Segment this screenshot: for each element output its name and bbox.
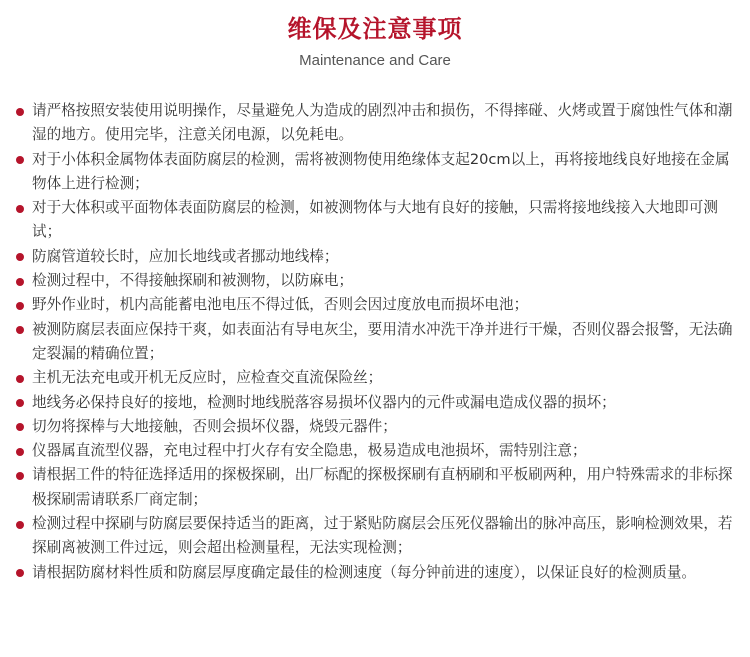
list-item — [14, 391, 736, 415]
list-item-text: 对于大体积或平面物体表面防腐层的检测，如被测物体与大地有良好的接触，只需将接地线接入大地即可测试； — [32, 199, 718, 241]
bullet-dot-icon — [16, 302, 24, 310]
list-item — [14, 196, 736, 245]
bullet-dot-icon — [16, 326, 24, 334]
list-item — [14, 99, 736, 148]
bullet-dot-icon — [16, 205, 24, 213]
list-item-text: 地线务必保持良好的接地，检测时地线脱落容易损坏仪器内的元件或漏电造成仪器的损坏； — [32, 393, 616, 411]
bullet-dot-icon — [16, 423, 24, 431]
list-item — [14, 463, 736, 512]
list-item — [14, 293, 736, 317]
list-item-text: 请根据工件的特征选择适用的探极探刷，出厂标配的探极探刷有直柄刷和平板刷两种，用户特殊需求的非标探极探刷需请联系厂商定制； — [32, 466, 733, 508]
bullet-dot-icon — [16, 569, 24, 577]
bullet-dot-icon — [16, 472, 24, 480]
care-instructions-list — [14, 99, 736, 585]
list-item — [14, 269, 736, 293]
list-item — [14, 148, 736, 197]
list-item-text: 请严格按照安装使用说明操作，尽量避免人为造成的剧烈冲击和损伤，不得摔碰、火烤或置于腐蚀性气体和潮湿的地方。使用完毕，注意关闭电源，以免耗电。 — [32, 102, 733, 144]
bullet-dot-icon — [16, 108, 24, 116]
bullet-dot-icon — [16, 253, 24, 261]
bullet-dot-icon — [16, 278, 24, 286]
list-item — [14, 439, 736, 463]
list-item — [14, 245, 736, 269]
list-item-text: 被测防腐层表面应保持干爽，如表面沾有导电灰尘，要用清水冲洗干净并进行干燥，否则仪器会报警，无法确定裂漏的精确位置； — [32, 320, 733, 362]
bullet-dot-icon — [16, 375, 24, 383]
list-item-text: 仪器属直流型仪器，充电过程中打火存有安全隐患，极易造成电池损坏，需特别注意； — [32, 442, 587, 460]
bullet-dot-icon — [16, 156, 24, 164]
bullet-dot-icon — [16, 521, 24, 529]
list-item — [14, 512, 736, 561]
bullet-dot-icon — [16, 399, 24, 407]
list-item-text: 对于小体积金属物体表面防腐层的检测，需将被测物使用绝缘体支起20cm以上，再将接地线良好地接在金属物体上进行检测； — [32, 150, 730, 192]
list-item — [14, 415, 736, 439]
bullet-dot-icon — [16, 448, 24, 456]
list-item-text: 主机无法充电或开机无反应时，应检查交直流保险丝； — [32, 369, 383, 387]
page-title: 维保及注意事项 — [287, 15, 463, 43]
list-item-text: 检测过程中，不得接触探刷和被测物，以防麻电； — [32, 272, 354, 290]
list-item-text: 防腐管道较长时，应加长地线或者挪动地线棒； — [32, 247, 339, 265]
list-item-text: 请根据防腐材料性质和防腐层厚度确定最佳的检测速度（每分钟前进的速度），以保证良好的检测质量。 — [32, 563, 697, 581]
page-subtitle: Maintenance and Care — [299, 52, 451, 69]
list-item-text: 野外作业时，机内高能蓄电池电压不得过低，否则会因过度放电而损坏电池； — [32, 296, 529, 314]
list-item-text: 切勿将探棒与大地接触，否则会损坏仪器，烧毁元器件； — [32, 417, 397, 435]
list-item — [14, 318, 736, 367]
list-item — [14, 366, 736, 390]
list-item — [14, 561, 736, 585]
header — [0, 12, 750, 72]
list-item-text: 检测过程中探刷与防腐层要保持适当的距离，过于紧贴防腐层会压死仪器输出的脉冲高压，影响检测效果，若探刷离被测工件过远，则会超出检测量程，无法实现检测； — [32, 515, 733, 557]
